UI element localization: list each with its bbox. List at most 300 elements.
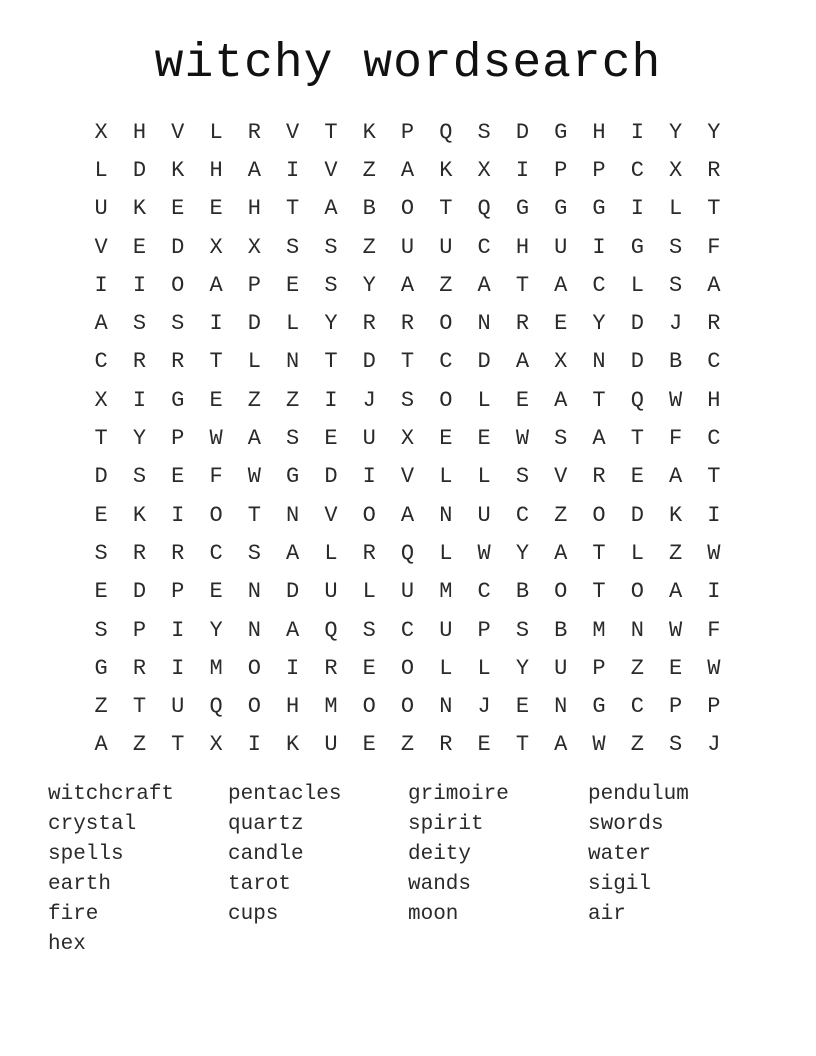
grid-letter[interactable]: C bbox=[400, 617, 415, 643]
grid-letter[interactable]: N bbox=[247, 617, 261, 643]
grid-letter[interactable]: L bbox=[439, 540, 453, 566]
grid-letter[interactable]: E bbox=[669, 655, 683, 681]
grid-letter[interactable]: S bbox=[669, 234, 683, 260]
word-list-item: pentacles bbox=[228, 783, 342, 806]
grid-letter[interactable]: P bbox=[592, 655, 606, 681]
grid-letter[interactable]: L bbox=[324, 540, 338, 566]
grid-letter[interactable]: H bbox=[286, 694, 300, 720]
grid-letter[interactable]: R bbox=[707, 157, 721, 183]
grid-letter[interactable]: K bbox=[132, 196, 147, 222]
grid-letter[interactable]: O bbox=[439, 311, 453, 337]
grid-letter[interactable]: D bbox=[94, 464, 108, 490]
grid-letter[interactable]: P bbox=[171, 426, 185, 452]
grid-letter[interactable]: I bbox=[362, 464, 376, 490]
grid-letter[interactable]: A bbox=[477, 272, 491, 298]
grid-letter[interactable]: R bbox=[132, 655, 147, 681]
grid-letter[interactable]: R bbox=[439, 732, 453, 758]
grid-letter[interactable]: X bbox=[209, 234, 223, 260]
grid-letter[interactable]: L bbox=[630, 272, 644, 298]
grid-letter[interactable]: F bbox=[707, 617, 721, 643]
grid-letter[interactable]: E bbox=[477, 426, 491, 452]
grid-letter[interactable]: T bbox=[515, 272, 530, 298]
grid-letter[interactable]: K bbox=[286, 732, 300, 758]
grid-letter[interactable]: R bbox=[171, 349, 185, 375]
grid-letter[interactable]: O bbox=[439, 387, 453, 413]
word-list-item: earth bbox=[48, 873, 112, 896]
grid-letter[interactable]: J bbox=[477, 694, 491, 720]
word-list-item: grimoire bbox=[408, 783, 509, 806]
grid-letter[interactable]: O bbox=[247, 694, 261, 720]
grid-letter[interactable]: T bbox=[132, 694, 147, 720]
grid-letter[interactable]: E bbox=[209, 579, 223, 605]
grid-letter[interactable]: M bbox=[439, 579, 453, 605]
grid-letter[interactable]: P bbox=[707, 694, 721, 720]
grid-letter[interactable]: N bbox=[439, 694, 453, 720]
grid-letter[interactable]: O bbox=[171, 272, 185, 298]
grid-letter[interactable]: E bbox=[209, 387, 223, 413]
grid-letter[interactable]: R bbox=[362, 540, 376, 566]
grid-letter[interactable]: C bbox=[94, 349, 108, 375]
grid-letter[interactable]: X bbox=[669, 157, 683, 183]
grid-letter[interactable]: O bbox=[592, 502, 606, 528]
grid-letter[interactable]: S bbox=[286, 234, 300, 260]
grid-letter[interactable]: L bbox=[94, 157, 108, 183]
grid-letter[interactable]: O bbox=[400, 196, 415, 222]
grid-letter[interactable]: E bbox=[171, 464, 185, 490]
grid-letter[interactable]: N bbox=[554, 694, 568, 720]
grid-letter[interactable]: S bbox=[669, 272, 683, 298]
grid-letter[interactable]: T bbox=[515, 732, 530, 758]
grid-letter[interactable]: T bbox=[439, 196, 453, 222]
grid-letter[interactable]: W bbox=[477, 540, 491, 566]
grid-letter[interactable]: Y bbox=[707, 119, 721, 145]
grid-letter[interactable]: L bbox=[439, 464, 453, 490]
grid-letter[interactable]: A bbox=[515, 349, 530, 375]
grid-letter[interactable]: C bbox=[630, 157, 644, 183]
grid-letter[interactable]: Z bbox=[669, 540, 683, 566]
grid-letter[interactable]: J bbox=[362, 387, 376, 413]
grid-letter[interactable]: A bbox=[669, 464, 683, 490]
grid-letter[interactable]: C bbox=[707, 426, 721, 452]
grid-letter[interactable]: P bbox=[171, 579, 185, 605]
grid-letter[interactable]: Z bbox=[630, 732, 644, 758]
grid-letter[interactable]: B bbox=[362, 196, 376, 222]
grid-letter[interactable]: H bbox=[515, 234, 530, 260]
grid-letter[interactable]: G bbox=[286, 464, 300, 490]
grid-letter[interactable]: X bbox=[477, 157, 491, 183]
grid-letter[interactable]: B bbox=[669, 349, 683, 375]
grid-letter[interactable]: N bbox=[592, 349, 606, 375]
grid-letter[interactable]: S bbox=[324, 272, 338, 298]
grid-letter[interactable]: E bbox=[132, 234, 147, 260]
grid-letter[interactable]: S bbox=[132, 464, 147, 490]
grid-letter[interactable]: E bbox=[554, 311, 568, 337]
grid-letter[interactable]: R bbox=[247, 119, 261, 145]
grid-letter[interactable]: E bbox=[209, 196, 223, 222]
grid-letter[interactable]: S bbox=[669, 732, 683, 758]
grid-letter[interactable]: Y bbox=[592, 311, 606, 337]
grid-letter[interactable]: E bbox=[515, 387, 530, 413]
grid-letter[interactable]: A bbox=[400, 157, 415, 183]
grid-letter[interactable]: T bbox=[592, 387, 606, 413]
grid-letter[interactable]: J bbox=[707, 732, 721, 758]
grid-letter[interactable]: P bbox=[132, 617, 147, 643]
grid-letter[interactable]: Z bbox=[362, 234, 376, 260]
grid-letter[interactable]: U bbox=[324, 579, 338, 605]
grid-letter[interactable]: A bbox=[94, 311, 108, 337]
grid-letter[interactable]: M bbox=[209, 655, 223, 681]
grid-letter[interactable]: G bbox=[630, 234, 644, 260]
grid-letter[interactable]: I bbox=[171, 617, 185, 643]
grid-letter[interactable]: S bbox=[324, 234, 338, 260]
grid-letter[interactable]: Z bbox=[286, 387, 300, 413]
grid-letter[interactable]: K bbox=[132, 502, 147, 528]
grid-letter[interactable]: O bbox=[630, 579, 644, 605]
grid-letter[interactable]: G bbox=[592, 694, 606, 720]
grid-letter[interactable]: X bbox=[247, 234, 261, 260]
grid-letter[interactable]: Z bbox=[247, 387, 261, 413]
grid-letter[interactable]: I bbox=[132, 387, 147, 413]
grid-letter[interactable]: D bbox=[286, 579, 300, 605]
grid-letter[interactable]: T bbox=[171, 732, 185, 758]
grid-letter[interactable]: N bbox=[439, 502, 453, 528]
word-list-item: swords bbox=[588, 813, 664, 836]
grid-letter[interactable]: O bbox=[247, 655, 261, 681]
grid-letter[interactable]: K bbox=[362, 119, 376, 145]
grid-letter[interactable]: O bbox=[554, 579, 568, 605]
grid-letter[interactable]: L bbox=[477, 655, 491, 681]
grid-letter[interactable]: L bbox=[669, 196, 683, 222]
grid-letter[interactable]: N bbox=[286, 349, 300, 375]
grid-letter[interactable]: D bbox=[630, 502, 644, 528]
grid-letter[interactable]: U bbox=[94, 196, 108, 222]
grid-letter[interactable]: U bbox=[477, 502, 491, 528]
grid-letter[interactable]: J bbox=[669, 311, 683, 337]
grid-letter[interactable]: A bbox=[247, 426, 261, 452]
grid-letter[interactable]: C bbox=[707, 349, 721, 375]
word-list-item: crystal bbox=[48, 813, 137, 836]
grid-letter[interactable]: C bbox=[515, 502, 530, 528]
grid-letter[interactable]: C bbox=[477, 234, 491, 260]
grid-letter[interactable]: I bbox=[707, 502, 721, 528]
grid-letter[interactable]: B bbox=[515, 579, 530, 605]
grid-letter[interactable]: Y bbox=[362, 272, 376, 298]
grid-letter[interactable]: V bbox=[324, 157, 338, 183]
grid-letter[interactable]: T bbox=[94, 426, 108, 452]
grid-letter[interactable]: N bbox=[630, 617, 644, 643]
grid-letter[interactable]: Z bbox=[554, 502, 568, 528]
grid-letter[interactable]: R bbox=[362, 311, 376, 337]
grid-letter[interactable]: R bbox=[171, 540, 185, 566]
grid-letter[interactable]: A bbox=[286, 617, 300, 643]
grid-letter[interactable]: A bbox=[400, 272, 415, 298]
grid-letter[interactable]: X bbox=[554, 349, 568, 375]
grid-letter[interactable]: S bbox=[362, 617, 376, 643]
grid-letter[interactable]: R bbox=[324, 655, 338, 681]
grid-letter[interactable]: N bbox=[247, 579, 261, 605]
grid-letter[interactable]: C bbox=[439, 349, 453, 375]
grid-letter[interactable]: S bbox=[94, 617, 108, 643]
grid-letter[interactable]: V bbox=[171, 119, 185, 145]
grid-letter[interactable]: O bbox=[362, 502, 376, 528]
grid-letter[interactable]: E bbox=[94, 502, 108, 528]
grid-letter[interactable]: Q bbox=[630, 387, 644, 413]
grid-letter[interactable]: I bbox=[171, 502, 185, 528]
grid-letter[interactable]: U bbox=[554, 655, 568, 681]
grid-letter[interactable]: T bbox=[247, 502, 261, 528]
grid-letter[interactable]: R bbox=[132, 349, 147, 375]
grid-letter[interactable]: K bbox=[669, 502, 683, 528]
word-list-item: witchcraft bbox=[48, 783, 175, 806]
grid-letter[interactable]: D bbox=[132, 579, 147, 605]
grid-letter[interactable]: A bbox=[400, 502, 415, 528]
grid-letter[interactable]: W bbox=[707, 540, 721, 566]
grid-letter[interactable]: G bbox=[554, 119, 568, 145]
grid-letter[interactable]: U bbox=[400, 234, 415, 260]
grid-letter[interactable]: S bbox=[94, 540, 108, 566]
grid-letter[interactable]: A bbox=[209, 272, 223, 298]
grid-letter[interactable]: F bbox=[707, 234, 721, 260]
grid-letter[interactable]: Q bbox=[324, 617, 338, 643]
grid-letter[interactable]: P bbox=[247, 272, 261, 298]
grid-letter[interactable]: G bbox=[171, 387, 185, 413]
grid-letter[interactable]: E bbox=[630, 464, 644, 490]
grid-letter[interactable]: U bbox=[400, 579, 415, 605]
grid-letter[interactable]: L bbox=[362, 579, 376, 605]
grid-letter[interactable]: W bbox=[669, 617, 683, 643]
word-list-item: sigil bbox=[588, 873, 652, 896]
grid-letter[interactable]: A bbox=[554, 732, 568, 758]
grid-letter[interactable]: W bbox=[669, 387, 683, 413]
grid-letter[interactable]: R bbox=[592, 464, 606, 490]
grid-letter[interactable]: W bbox=[707, 655, 721, 681]
grid-letter[interactable]: L bbox=[286, 311, 300, 337]
grid-letter[interactable]: Y bbox=[669, 119, 683, 145]
grid-letter[interactable]: D bbox=[171, 234, 185, 260]
grid-letter[interactable]: I bbox=[630, 119, 644, 145]
grid-letter[interactable]: D bbox=[362, 349, 376, 375]
grid-letter[interactable]: P bbox=[554, 157, 568, 183]
grid-letter[interactable]: A bbox=[707, 272, 721, 298]
grid-letter[interactable]: Q bbox=[209, 694, 223, 720]
grid-letter[interactable]: I bbox=[324, 387, 338, 413]
grid-letter[interactable]: C bbox=[630, 694, 644, 720]
grid-letter[interactable]: S bbox=[247, 540, 261, 566]
grid-letter[interactable]: O bbox=[209, 502, 223, 528]
grid-letter[interactable]: Y bbox=[209, 617, 223, 643]
grid-letter[interactable]: I bbox=[209, 311, 223, 337]
grid-letter[interactable]: S bbox=[554, 426, 568, 452]
grid-letter[interactable]: L bbox=[247, 349, 261, 375]
grid-letter[interactable]: D bbox=[630, 349, 644, 375]
grid-letter[interactable]: V bbox=[94, 234, 108, 260]
grid-letter[interactable]: U bbox=[171, 694, 185, 720]
grid-letter[interactable]: R bbox=[707, 311, 721, 337]
grid-letter[interactable]: Q bbox=[400, 540, 415, 566]
grid-letter[interactable]: W bbox=[592, 732, 606, 758]
grid-letter[interactable]: S bbox=[515, 464, 530, 490]
grid-letter[interactable]: S bbox=[515, 617, 530, 643]
grid-letter[interactable]: C bbox=[477, 579, 491, 605]
grid-letter[interactable]: A bbox=[669, 579, 683, 605]
grid-letter[interactable]: W bbox=[209, 426, 223, 452]
grid-letter[interactable]: X bbox=[94, 119, 108, 145]
grid-letter[interactable]: I bbox=[707, 579, 721, 605]
grid-letter[interactable]: I bbox=[592, 234, 606, 260]
grid-letter[interactable]: E bbox=[324, 426, 338, 452]
grid-letter[interactable]: Z bbox=[132, 732, 147, 758]
grid-letter[interactable]: Z bbox=[362, 157, 376, 183]
grid-letter[interactable]: U bbox=[362, 426, 376, 452]
grid-letter[interactable]: I bbox=[286, 655, 300, 681]
grid-letter[interactable]: H bbox=[209, 157, 223, 183]
grid-letter[interactable]: H bbox=[707, 387, 721, 413]
grid-letter[interactable]: H bbox=[247, 196, 261, 222]
grid-letter[interactable]: A bbox=[554, 272, 568, 298]
grid-letter[interactable]: D bbox=[324, 464, 338, 490]
grid-letter[interactable]: H bbox=[592, 119, 606, 145]
grid-letter[interactable]: O bbox=[400, 655, 415, 681]
grid-letter[interactable]: H bbox=[132, 119, 147, 145]
grid-letter[interactable]: P bbox=[669, 694, 683, 720]
grid-letter[interactable]: R bbox=[400, 311, 415, 337]
grid-letter[interactable]: V bbox=[324, 502, 338, 528]
grid-letter[interactable]: U bbox=[554, 234, 568, 260]
grid-letter[interactable]: Q bbox=[477, 196, 491, 222]
grid-letter[interactable]: T bbox=[707, 196, 721, 222]
grid-letter[interactable]: X bbox=[94, 387, 108, 413]
grid-letter[interactable]: D bbox=[515, 119, 530, 145]
grid-letter[interactable]: G bbox=[515, 196, 530, 222]
grid-letter[interactable]: Q bbox=[439, 119, 453, 145]
grid-letter[interactable]: A bbox=[554, 387, 568, 413]
grid-letter[interactable]: O bbox=[400, 694, 415, 720]
grid-letter[interactable]: U bbox=[324, 732, 338, 758]
grid-letter[interactable]: E bbox=[362, 732, 376, 758]
grid-letter[interactable]: E bbox=[439, 426, 453, 452]
grid-letter[interactable]: I bbox=[630, 196, 644, 222]
grid-letter[interactable]: D bbox=[630, 311, 644, 337]
grid-letter[interactable]: S bbox=[400, 387, 415, 413]
grid-letter[interactable]: M bbox=[592, 617, 606, 643]
grid-letter[interactable]: T bbox=[209, 349, 223, 375]
grid-letter[interactable]: V bbox=[400, 464, 415, 490]
grid-letter[interactable]: L bbox=[439, 655, 453, 681]
grid-letter[interactable]: T bbox=[286, 196, 300, 222]
grid-letter[interactable]: W bbox=[247, 464, 261, 490]
grid-letter[interactable]: D bbox=[132, 157, 147, 183]
grid-letter[interactable]: Z bbox=[400, 732, 415, 758]
grid-letter[interactable]: I bbox=[286, 157, 300, 183]
grid-letter[interactable]: S bbox=[477, 119, 491, 145]
grid-letter[interactable]: A bbox=[286, 540, 300, 566]
grid-letter[interactable]: L bbox=[209, 119, 223, 145]
grid-letter[interactable]: O bbox=[362, 694, 376, 720]
grid-letter[interactable]: C bbox=[209, 540, 223, 566]
grid-letter[interactable]: D bbox=[477, 349, 491, 375]
grid-letter[interactable]: W bbox=[515, 426, 530, 452]
grid-letter[interactable]: M bbox=[324, 694, 338, 720]
word-list-item: candle bbox=[228, 843, 304, 866]
grid-letter[interactable]: X bbox=[400, 426, 415, 452]
grid-letter[interactable]: I bbox=[94, 272, 108, 298]
grid-letter[interactable]: K bbox=[439, 157, 453, 183]
grid-letter[interactable]: Y bbox=[515, 540, 530, 566]
grid-letter[interactable]: T bbox=[324, 349, 338, 375]
grid-letter[interactable]: A bbox=[554, 540, 568, 566]
grid-letter[interactable]: Y bbox=[515, 655, 530, 681]
grid-letter[interactable]: E bbox=[286, 272, 300, 298]
grid-letter[interactable]: E bbox=[477, 732, 491, 758]
word-list-item: cups bbox=[228, 903, 279, 926]
grid-letter[interactable]: G bbox=[554, 196, 568, 222]
grid-letter[interactable]: R bbox=[515, 311, 530, 337]
letter-grid bbox=[82, 113, 733, 764]
grid-letter[interactable]: X bbox=[209, 732, 223, 758]
grid-letter[interactable]: G bbox=[94, 655, 108, 681]
grid-letter[interactable]: A bbox=[94, 732, 108, 758]
grid-letter[interactable]: S bbox=[286, 426, 300, 452]
grid-letter[interactable]: L bbox=[477, 387, 491, 413]
grid-letter[interactable]: K bbox=[171, 157, 185, 183]
grid-letter[interactable]: F bbox=[209, 464, 223, 490]
grid-letter[interactable]: P bbox=[400, 119, 415, 145]
grid-letter[interactable]: U bbox=[439, 234, 453, 260]
grid-letter[interactable]: E bbox=[94, 579, 108, 605]
grid-letter[interactable]: L bbox=[630, 540, 644, 566]
grid-letter[interactable]: V bbox=[554, 464, 568, 490]
grid-letter[interactable]: Y bbox=[132, 426, 147, 452]
grid-letter[interactable]: V bbox=[286, 119, 300, 145]
grid-letter[interactable]: L bbox=[477, 464, 491, 490]
grid-letter[interactable]: Z bbox=[94, 694, 108, 720]
grid-letter[interactable]: E bbox=[515, 694, 530, 720]
grid-letter[interactable]: C bbox=[592, 272, 606, 298]
grid-letter[interactable]: F bbox=[669, 426, 683, 452]
grid-letter[interactable]: T bbox=[324, 119, 338, 145]
grid-letter[interactable]: I bbox=[132, 272, 147, 298]
grid-letter[interactable]: I bbox=[171, 655, 185, 681]
grid-letter[interactable]: P bbox=[592, 157, 606, 183]
grid-letter[interactable]: P bbox=[477, 617, 491, 643]
grid-letter[interactable]: B bbox=[554, 617, 568, 643]
grid-letter[interactable]: U bbox=[439, 617, 453, 643]
grid-letter[interactable]: N bbox=[477, 311, 491, 337]
grid-letter[interactable]: Z bbox=[439, 272, 453, 298]
grid-letter[interactable]: Z bbox=[630, 655, 644, 681]
grid-letter[interactable]: T bbox=[592, 540, 606, 566]
grid-letter[interactable]: S bbox=[132, 311, 147, 337]
grid-letter[interactable]: D bbox=[247, 311, 261, 337]
grid-letter[interactable]: A bbox=[324, 196, 338, 222]
grid-letter[interactable]: N bbox=[286, 502, 300, 528]
grid-letter[interactable]: Y bbox=[324, 311, 338, 337]
grid-letter[interactable]: T bbox=[400, 349, 415, 375]
grid-letter[interactable]: S bbox=[171, 311, 185, 337]
grid-letter[interactable]: A bbox=[247, 157, 261, 183]
grid-letter[interactable]: T bbox=[707, 464, 721, 490]
grid-letter[interactable]: T bbox=[630, 426, 644, 452]
grid-letter[interactable]: R bbox=[132, 540, 147, 566]
grid-letter[interactable]: I bbox=[247, 732, 261, 758]
grid-letter[interactable]: E bbox=[362, 655, 376, 681]
grid-letter[interactable]: T bbox=[592, 579, 606, 605]
grid-letter[interactable]: E bbox=[171, 196, 185, 222]
grid-letter[interactable]: G bbox=[592, 196, 606, 222]
word-list-item: spells bbox=[48, 843, 124, 866]
grid-letter[interactable]: I bbox=[515, 157, 530, 183]
grid-letter[interactable]: A bbox=[592, 426, 606, 452]
